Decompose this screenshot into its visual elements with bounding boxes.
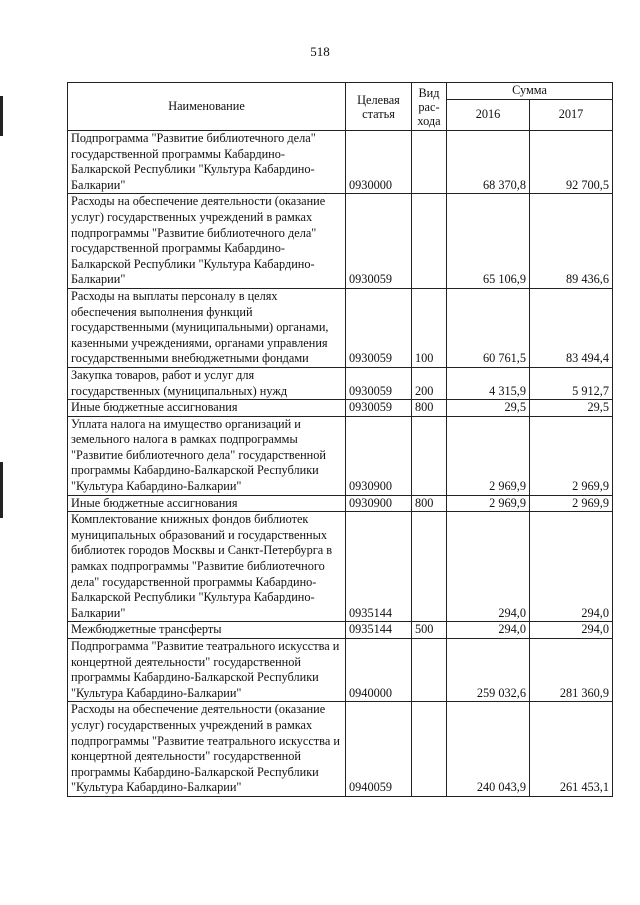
row-name: Комплектование книжных фондов библиотек муниципальных образований и государственных библиотек городов Москвы и Санкт-Петербурга в рамках подпрограммы "Развитие библиотечного дела" государственной программы Кабардино-Балкарской Республики "Культура Кабардино-Балкарии"	[68, 512, 346, 622]
row-amount-2016: 294,0	[447, 622, 530, 639]
row-name: Расходы на обеспечение деятельности (оказание услуг) государственных учреждений в рамках подпрограммы "Развитие театрального искусства и концертной деятельности" государственной программы Кабардино-Балкарской Республики "Культура Кабардино-Балкарии"	[68, 702, 346, 797]
row-target-article: 0935144	[346, 512, 412, 622]
row-target-article: 0930900	[346, 416, 412, 495]
row-amount-2016: 29,5	[447, 400, 530, 417]
table-row	[68, 416, 613, 495]
row-target-article: 0935144	[346, 622, 412, 639]
row-expense-type: 500	[412, 622, 447, 639]
row-name: Межбюджетные трансферты	[68, 622, 346, 639]
row-amount-2017: 5 912,7	[530, 367, 613, 399]
row-target-article: 0930059	[346, 194, 412, 289]
row-amount-2016: 4 315,9	[447, 367, 530, 399]
table-row	[68, 288, 613, 367]
row-name: Расходы на обеспечение деятельности (оказание услуг) государственных учреждений в рамках подпрограммы "Развитие библиотечного дела" государственной программы Кабардино-Балкарской Республики "Культура Кабардино-Балкарии"	[68, 194, 346, 289]
row-expense-type	[412, 702, 447, 797]
row-name: Расходы на выплаты персоналу в целях обеспечения выполнения функций государственными (муниципальными) органами, казенными учреждениями, органами управления государственными внебюджетными фондами	[68, 288, 346, 367]
row-amount-2016: 240 043,9	[447, 702, 530, 797]
row-expense-type: 800	[412, 495, 447, 512]
table-row	[68, 194, 613, 289]
table-row	[68, 622, 613, 639]
row-amount-2017: 92 700,5	[530, 131, 613, 194]
row-amount-2016: 2 969,9	[447, 495, 530, 512]
row-target-article: 0930059	[346, 288, 412, 367]
binding-mark	[0, 462, 3, 518]
row-expense-type: 800	[412, 400, 447, 417]
row-name: Иные бюджетные ассигнования	[68, 400, 346, 417]
header-target-article: Целевая статья	[346, 83, 412, 131]
row-amount-2017: 281 360,9	[530, 639, 613, 702]
row-amount-2017: 2 969,9	[530, 495, 613, 512]
table-row	[68, 702, 613, 797]
row-amount-2016: 68 370,8	[447, 131, 530, 194]
header-year-2017: 2017	[530, 100, 613, 131]
row-amount-2017: 89 436,6	[530, 194, 613, 289]
table-row	[68, 512, 613, 622]
row-target-article: 0930000	[346, 131, 412, 194]
row-name: Подпрограмма "Развитие театрального искусства и концертной деятельности" государственной программы Кабардино-Балкарской Республики "Культура Кабардино-Балкарии"	[68, 639, 346, 702]
row-expense-type	[412, 416, 447, 495]
table-row	[68, 400, 613, 417]
header-expense-type: Вид рас-хода	[412, 83, 447, 131]
row-amount-2016: 259 032,6	[447, 639, 530, 702]
row-expense-type: 200	[412, 367, 447, 399]
row-target-article: 0940000	[346, 639, 412, 702]
row-expense-type	[412, 639, 447, 702]
row-amount-2017: 83 494,4	[530, 288, 613, 367]
header-name: Наименование	[68, 83, 346, 131]
row-target-article: 0930059	[346, 400, 412, 417]
row-amount-2016: 65 106,9	[447, 194, 530, 289]
row-amount-2016: 2 969,9	[447, 416, 530, 495]
table-row	[68, 131, 613, 194]
row-amount-2016: 60 761,5	[447, 288, 530, 367]
row-target-article: 0940059	[346, 702, 412, 797]
row-amount-2017: 261 453,1	[530, 702, 613, 797]
binding-mark	[0, 96, 3, 136]
row-name: Уплата налога на имущество организаций и земельного налога в рамках подпрограммы "Развитие библиотечного дела" государственной программы Кабардино-Балкарской Республики "Культура Кабардино-Балкарии"	[68, 416, 346, 495]
row-expense-type	[412, 131, 447, 194]
page-number: 518	[310, 44, 330, 59]
table-row	[68, 495, 613, 512]
row-amount-2017: 2 969,9	[530, 416, 613, 495]
table-row	[68, 367, 613, 399]
table-row	[68, 639, 613, 702]
row-target-article: 0930059	[346, 367, 412, 399]
row-name: Подпрограмма "Развитие библиотечного дела" государственной программы Кабардино-Балкарской Республики "Культура Кабардино-Балкарии"	[68, 131, 346, 194]
row-amount-2017: 294,0	[530, 622, 613, 639]
row-expense-type: 100	[412, 288, 447, 367]
row-name: Закупка товаров, работ и услуг для государственных (муниципальных) нужд	[68, 367, 346, 399]
row-amount-2017: 29,5	[530, 400, 613, 417]
header-year-2016: 2016	[447, 100, 530, 131]
row-amount-2016: 294,0	[447, 512, 530, 622]
row-amount-2017: 294,0	[530, 512, 613, 622]
row-target-article: 0930900	[346, 495, 412, 512]
header-sum: Сумма	[447, 83, 613, 100]
budget-table	[67, 82, 613, 797]
row-expense-type	[412, 512, 447, 622]
row-expense-type	[412, 194, 447, 289]
row-name: Иные бюджетные ассигнования	[68, 495, 346, 512]
